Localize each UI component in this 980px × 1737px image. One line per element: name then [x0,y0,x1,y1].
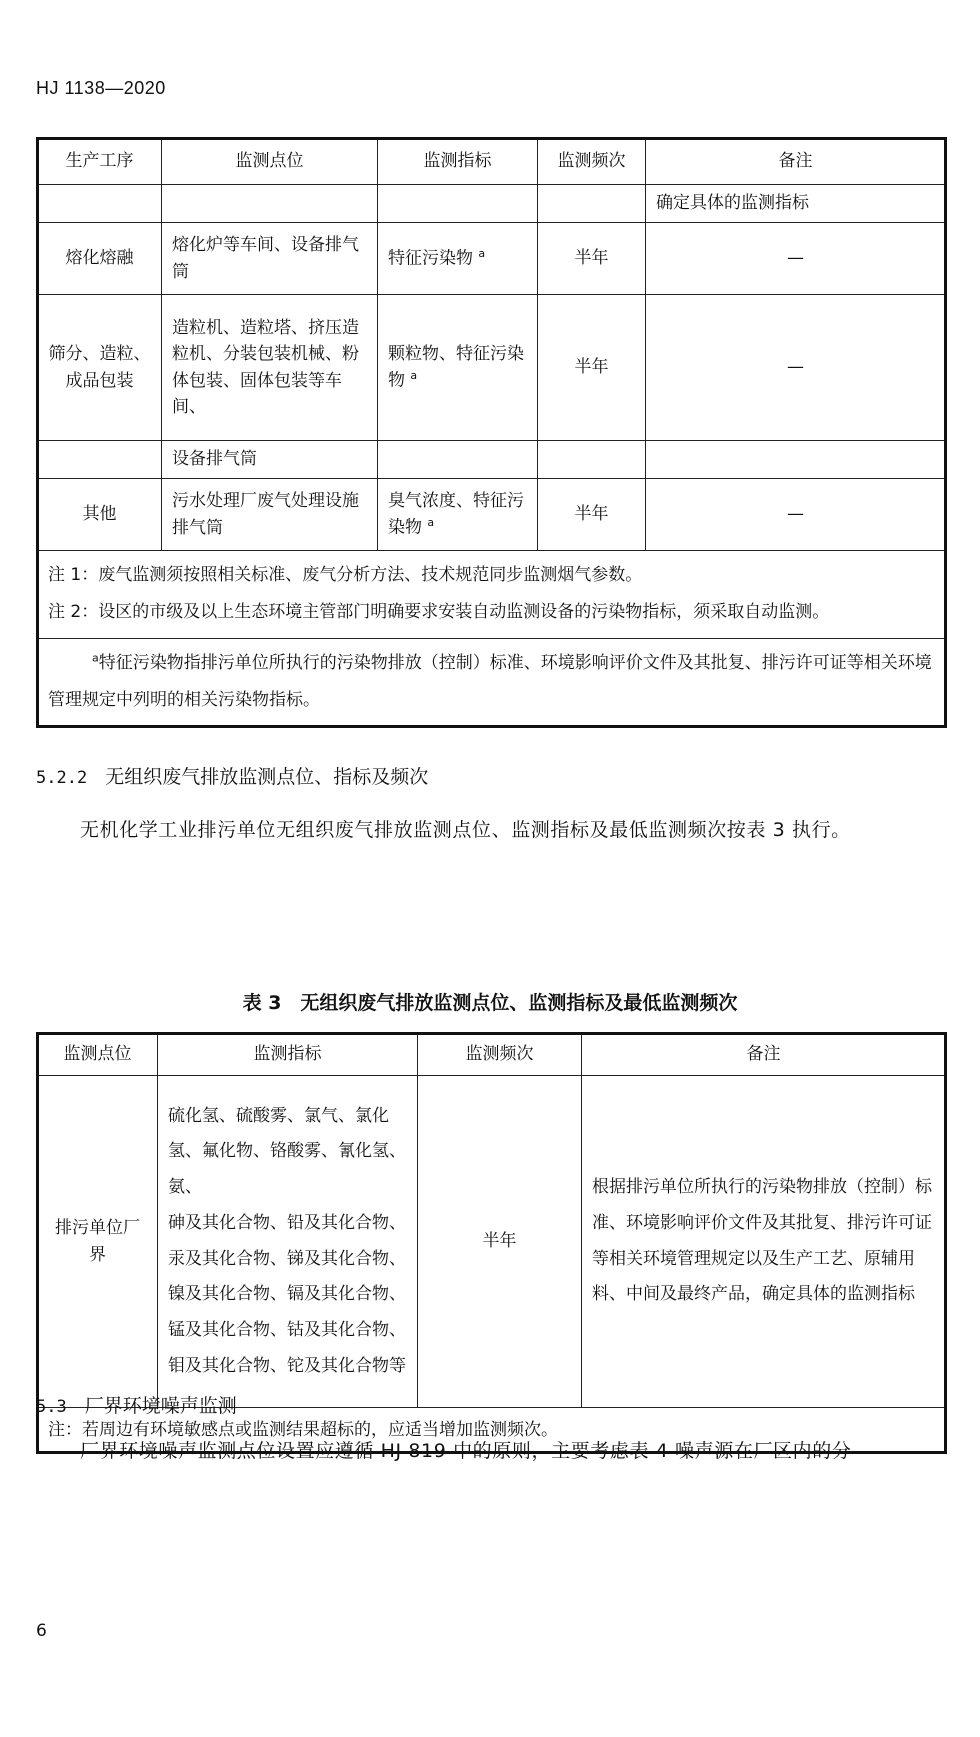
frequency-cell: 半年 [538,295,646,441]
section-heading-5-3 [36,1391,237,1418]
column-header: 监测频次 [538,139,646,185]
page-number: 6 [36,1621,47,1641]
location-cell: 熔化炉等车间、设备排气筒 [162,223,378,295]
process-cell [38,185,162,223]
notes-row [38,551,946,639]
column-header: 监测点位 [38,1034,158,1076]
indicator-cell [158,1076,418,1408]
location-cell [162,185,378,223]
footnote-marker: a [410,369,418,383]
column-header: 监测指标 [158,1034,418,1076]
footnote-text: 特征污染物指排污单位所执行的污染物排放（控制）标准、环境影响评价文件及其批复、排污许可证等相关环境管理规定中列明的相关污染物指标。 [48,652,932,711]
table-row [38,479,946,551]
indicator-cell [378,185,538,223]
frequency-cell: 半年 [538,479,646,551]
table-row [38,1076,946,1408]
process-cell: 其他 [38,479,162,551]
footnote [48,645,935,720]
location-cell: 排污单位厂界 [38,1076,158,1408]
column-header: 备注 [582,1034,946,1076]
note-2: 注 2：设区的市级及以上生态环境主管部门明确要求安装自动监测设备的污染物指标，须采取自动监测。 [48,602,830,623]
remark-cell [646,441,946,479]
table-row [38,295,946,441]
column-header: 监测指标 [378,139,538,185]
section-heading-5-2-2 [36,762,428,789]
frequency-cell [538,185,646,223]
column-header: 生产工序 [38,139,162,185]
table-row [38,223,946,295]
section-number: 5.3 [36,1397,67,1417]
table-header-row [38,1034,946,1076]
indicator-cell [378,441,538,479]
indicator-text: 颗粒物、特征污染物 [388,343,524,391]
indicator-text: 臭气浓度、特征污染物 [388,490,524,538]
footnote-cell [38,638,946,726]
column-header: 监测频次 [418,1034,582,1076]
section-title: 无组织废气排放监测点位、指标及频次 [105,766,429,788]
table-row [38,185,946,223]
process-cell: 筛分、造粒、成品包装 [38,295,162,441]
section-title: 厂界环境噪声监测 [84,1395,237,1417]
location-cell: 造粒机、造粒塔、挤压造粒机、分装包装机械、粉体包装、固体包装等车间、 [162,295,378,441]
notes-cell [38,551,946,639]
section-number: 5.2.2 [36,768,88,788]
footnote-row [38,638,946,726]
standard-code: HJ 1138—2020 [36,78,166,98]
note-cell: 注：若周边有环境敏感点或监测结果超标的，应适当增加监测频次。 [38,1408,946,1453]
remark-cell: — [646,479,946,551]
table-3-caption: 表 3 无组织废气排放监测点位、监测指标及最低监测频次 [242,992,738,1014]
indicator-cell [378,479,538,551]
frequency-cell [538,441,646,479]
process-cell [38,441,162,479]
process-cell: 熔化熔融 [38,223,162,295]
footnote-marker: a [478,247,486,260]
location-cell: 设备排气筒 [162,441,378,479]
section-paragraph: 厂界环境噪声监测点位设置应遵循 HJ 819 中的原则，主要考虑表 4 噪声源在厂区内的分 [80,1440,852,1462]
location-cell: 污水处理厂废气处理设施排气筒 [162,479,378,551]
footnote-marker: a [92,651,99,665]
section-paragraph: 无机化学工业排污单位无组织废气排放监测点位、监测指标及最低监测频次按表 3 执行。 [80,819,851,841]
indicator-cell [378,295,538,441]
remark-cell: 确定具体的监测指标 [646,185,946,223]
table-row [38,441,946,479]
remark-cell: 根据排污单位所执行的污染物排放（控制）标准、环境影响评价文件及其批复、排污许可证等相关环境管理规定以及生产工艺、原辅用料、中间及最终产品，确定具体的监测指标 [582,1076,946,1408]
column-header: 监测点位 [162,139,378,185]
table-header-row [38,139,946,185]
remark-cell: — [646,295,946,441]
note-1: 注 1：废气监测须按照相关标准、废气分析方法、技术规范同步监测烟气参数。 [48,565,643,585]
indicator-line: 硫化氢、硫酸雾、氯气、氯化氢、氟化物、铬酸雾、氰化氢、氨、 [168,1105,406,1198]
frequency-cell: 半年 [538,223,646,295]
column-header: 备注 [646,139,946,185]
indicator-cell [378,223,538,295]
indicator-line: 砷及其化合物、铅及其化合物、汞及其化合物、锑及其化合物、镍及其化合物、镉及其化合物、锰及其化合物、钴及其化合物、钼及其化合物、铊及其化合物等 [168,1212,406,1376]
remark-cell: — [646,223,946,295]
indicator-text: 特征污染物 [388,248,473,269]
footnote-marker: a [427,516,435,530]
frequency-cell: 半年 [418,1076,582,1408]
table-2-organized-emission [37,138,946,727]
